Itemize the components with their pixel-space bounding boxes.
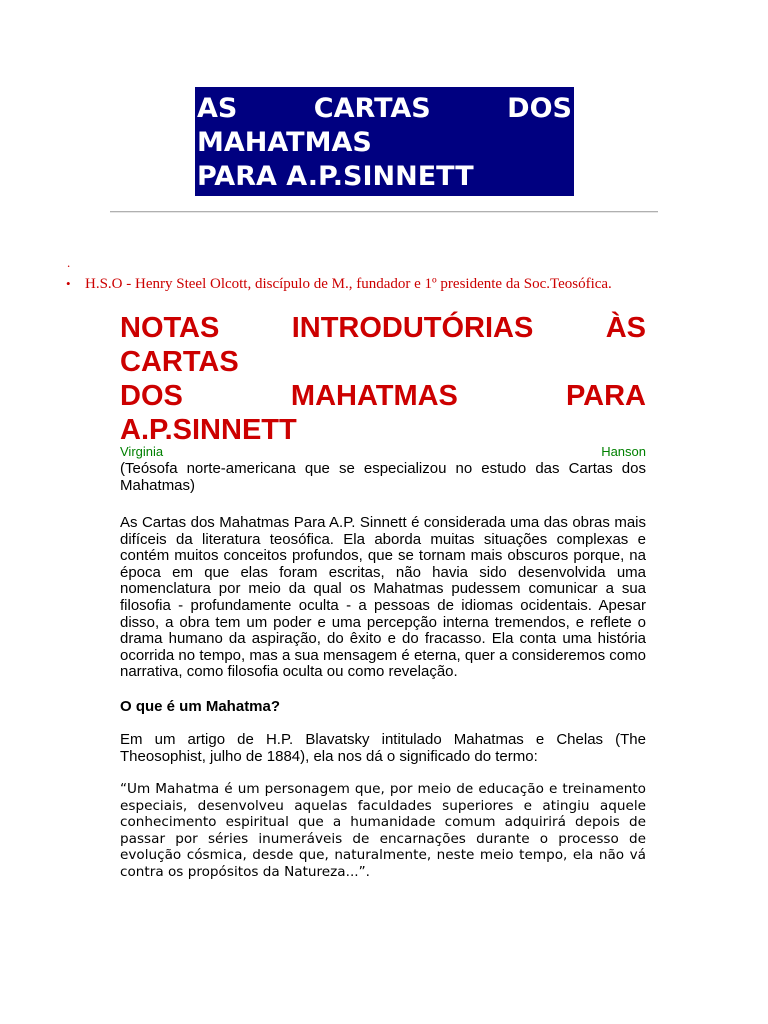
heading-word: NOTAS [120, 312, 220, 344]
title-line-1 [197, 92, 572, 126]
list-item [66, 274, 612, 294]
author-first-name: Virginia [120, 444, 164, 459]
author-last-name: Hanson [601, 444, 646, 459]
heading-word: A.P.SINNETT [120, 414, 297, 446]
title-line-3: PARA A.P.SINNETT [197, 161, 474, 192]
heading-line-2 [120, 345, 646, 379]
article-paragraph: Em um artigo de H.P. Blavatsky intitulado Mahatmas e Chelas (The Theosophist, julho de 1884), ela nos dá o significado do termo: [120, 731, 646, 765]
heading-line-4 [120, 413, 646, 447]
title-line-2: MAHATMAS [197, 127, 372, 158]
section-heading [120, 311, 646, 447]
title-word-cartas: CARTAS [313, 93, 431, 124]
heading-word: MAHATMAS [290, 380, 458, 412]
bullet-icon: • [66, 276, 71, 291]
title-word-dos: DOS [507, 93, 572, 124]
author-description: (Teósofa norte-americana que se especializou no estudo das Cartas dos Mahatmas) [120, 460, 646, 494]
heading-word: ÀS [605, 312, 646, 344]
stray-dot: . [67, 255, 71, 270]
heading-line-1 [120, 311, 646, 345]
author-line [120, 444, 646, 460]
heading-word: DOS [120, 380, 183, 412]
body-paragraph: As Cartas dos Mahatmas Para A.P. Sinnett é considerada uma das obras mais difíceis da literatura teosófica. Ela aborda muitas situações complexas e contém muitos conceitos profundos, que se tornam mais obscuros porque, na época em que elas foram escritas, não havia sido desenvolvida uma nomenclatura por meio da qual os Mahatmas pudessem comunicar a sua filosofia - profundamente oculta - a pessoas de idiomas ocidentais. Apesar disso, a obra tem um poder e uma percepção interna tremendos, e reflete o drama humano da aspiração, do êxito e do fracasso. Ela conta uma história ocorrida no tempo, mas a sua mensagem é eterna, quer a consideremos como narrativa, como filosofia oculta ou como revelação. [120, 514, 646, 681]
list-item-text: H.S.O - Henry Steel Olcott, discípulo de M., fundador e 1º presidente da Soc.Teosófica. [85, 276, 612, 292]
heading-line-3 [120, 379, 646, 413]
subheading: O que é um Mahatma? [120, 698, 281, 715]
quote-paragraph: “Um Mahatma é um personagem que, por meio de educação e treinamento especiais, desenvolveu aquelas faculdades superiores e atingiu aquele conhecimento espiritual que a humanidade comum adquirirá depois de passar por séries inumeráveis de encarnações durante o processo de evolução cósmica, desde que, naturalmente, neste meio tempo, ela não vá contra os propósitos da Natureza...”. [120, 781, 646, 880]
title-word-as: AS [197, 93, 238, 124]
heading-word: CARTAS [120, 346, 239, 378]
document-title-box [195, 87, 574, 196]
heading-word: INTRODUTÓRIAS [291, 312, 534, 344]
horizontal-divider [110, 211, 658, 213]
heading-word: PARA [565, 380, 646, 412]
